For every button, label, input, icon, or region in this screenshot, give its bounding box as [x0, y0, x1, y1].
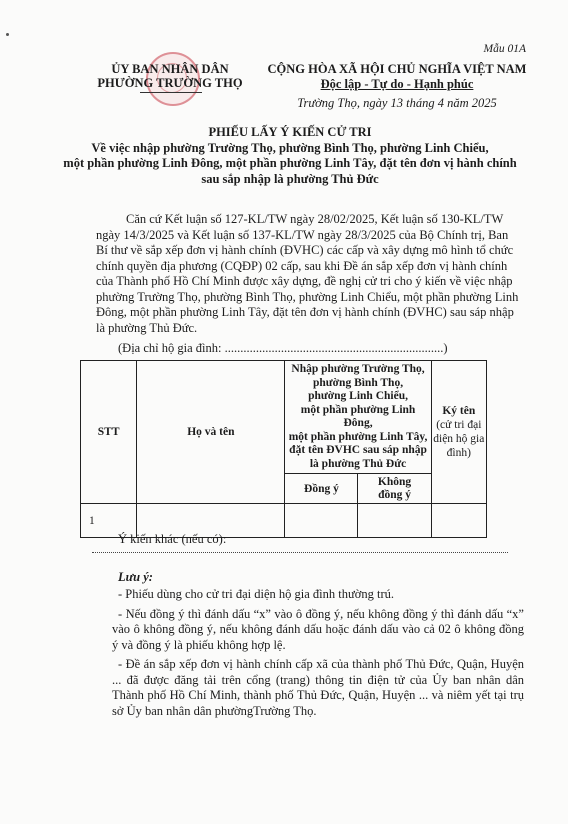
signature-line: diện hộ gia [433, 433, 485, 445]
note-item: - Đề án sắp xếp đơn vị hành chính cấp xã của thành phố Thủ Đức, Quận, Huyện ... đã được đăng tải trên cổng (trang) thông tin điện tử của Ủy ban nhân dân Thành phố Hồ Chí Minh, thành phố Thủ Đức, Quận, Huyện ... và niêm yết tại trụ sở Ủy ban nhân dân phườngTrường Thọ. [112, 657, 524, 718]
signature-cell[interactable] [431, 504, 486, 538]
issuer-underline [140, 92, 202, 93]
agree-checkbox-cell[interactable] [285, 504, 358, 538]
header-disagree [358, 474, 431, 504]
row-stt: 1 [81, 504, 137, 538]
proposal-line: là phường Thủ Đức [309, 457, 407, 470]
issuer-block [96, 62, 244, 90]
header-name: Họ và tên [137, 361, 285, 504]
form-number: Mẫu 01A [483, 43, 526, 55]
header-signature [431, 361, 486, 504]
header-agree: Đồng ý [285, 474, 358, 504]
nation-motto: Độc lập - Tự do - Hạnh phúc [320, 77, 474, 91]
disagree-checkbox-cell[interactable] [358, 504, 431, 538]
other-opinion-label: Ý kiến khác (nếu có): [118, 532, 227, 546]
note-item: - Phiếu dùng cho cử tri đại diện hộ gia đình thường trú. [118, 587, 395, 601]
title-main: PHIẾU LẤY Ý KIẾN CỬ TRI [208, 125, 372, 139]
title-line3: sau sắp nhập là phường Thủ Đức [201, 171, 379, 186]
proposal-line: phường Linh Chiểu, [308, 390, 408, 402]
title-line1: Về việc nhập phường Trường Thọ, phường Bình Thọ, phường Linh Chiểu, [91, 140, 489, 155]
body-line: ngày 14/3/2025 và Kết luận số 137-KL/TW ngày 28/3/2025 của Bộ Chính trị, Ban [96, 227, 509, 242]
disagree-line: Không [377, 475, 412, 488]
notes-list [112, 587, 524, 723]
body-line: Đông, một phần phường Linh Tây, đặt tên đơn vị hành chính (ĐVHC) sau sáp nhập [96, 305, 514, 319]
body-line: của Thành phố Hồ Chí Minh được xây dựng, đề nghị cử tri cho ý kiến về việc nhập [96, 274, 513, 288]
title-line2: một phần phường Linh Đông, một phần phường Linh Tây, đặt tên đơn vị hành chính [63, 156, 517, 170]
note-item: - Nếu đồng ý thì đánh dấu “x” vào ô đồng ý, nếu không đồng ý thì đánh dấu “x” vào ô không đồng ý, nếu không đánh dấu hoặc đánh dấu vào cả 02 ô không đồng ý và đồng ý là phiếu không hợp lệ. [112, 606, 524, 652]
body-line: Căn cứ Kết luận số 127-KL/TW ngày 28/02/2025, Kết luận số 130-KL/TW [126, 212, 504, 226]
scan-speck [6, 33, 9, 36]
other-opinion-field[interactable] [92, 546, 508, 553]
body-line: Bí thư về sắp xếp đơn vị hành chính (ĐVHC) các cấp và xây dựng mô hình tổ chức [96, 243, 514, 257]
body-line: phường Trường Thọ, phường Bình Thọ, phường Linh Chiểu, một phần phường Linh [96, 289, 519, 304]
proposal-line: Nhập phường Trường Thọ, [291, 363, 425, 375]
header-proposal [285, 361, 431, 474]
disagree-line: đồng ý [378, 488, 411, 501]
proposal-line: một phần phường Linh Tây, [288, 430, 428, 443]
body-line: là phường Thủ Đức. [96, 320, 198, 335]
signature-line: đình) [446, 447, 471, 459]
body-line: chính quyền địa phương (CQĐP) 02 cấp, sau khi Đề án sắp xếp đơn vị hành chính [96, 258, 508, 273]
document-title [60, 125, 520, 187]
nation-name: CỘNG HÒA XÃ HỘI CHỦ NGHĨA VIỆT NAM [267, 62, 527, 76]
proposal-line: một phần phường Linh Đông, [300, 403, 416, 429]
issuer-line2: PHƯỜNG TRƯỜNG THỌ [97, 76, 243, 90]
body-paragraph [96, 212, 528, 336]
household-address-line: (Địa chỉ hộ gia đình: ......................................................................) [118, 341, 448, 355]
proposal-line: phường Bình Thọ, [312, 376, 404, 389]
proposal-line: đặt tên ĐVHC sau sáp nhập [289, 444, 427, 456]
opinion-table [80, 360, 487, 538]
signature-line: (cử tri đại [436, 419, 482, 431]
signature-line: Ký tên [442, 405, 476, 417]
issuer-line1: ỦY BAN NHÂN DÂN [111, 62, 229, 76]
place-date: Trường Thọ, ngày 13 tháng 4 năm 2025 [297, 96, 497, 110]
notes-title: Lưu ý: [118, 570, 153, 584]
header-stt: STT [81, 361, 137, 504]
national-heading [252, 62, 542, 92]
